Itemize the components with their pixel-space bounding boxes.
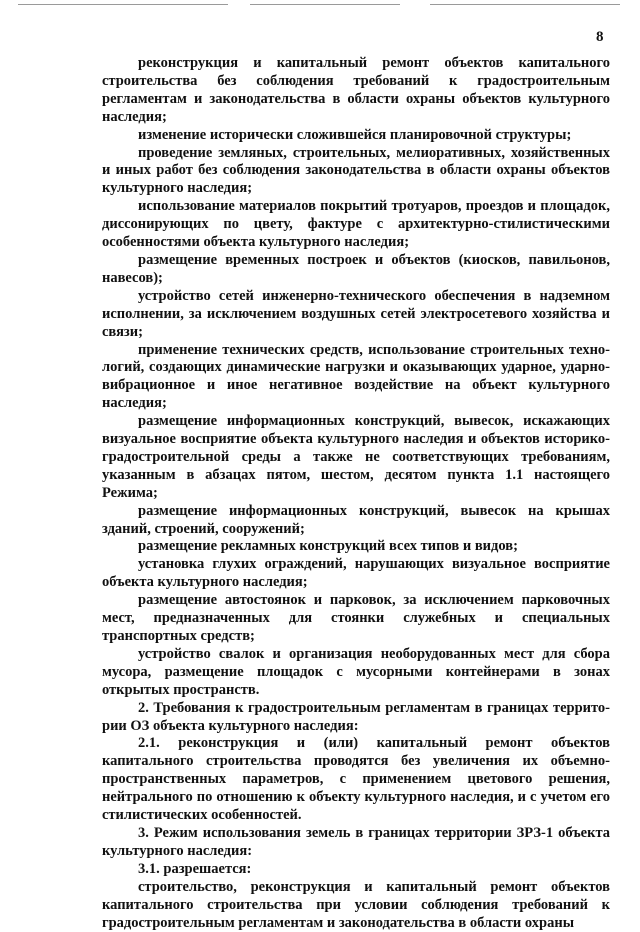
- scan-line: [250, 4, 400, 5]
- section-heading: 3. Режим использования земель в границах территории ЗРЗ-1 объекта культурного наследия:: [102, 824, 610, 859]
- paragraph: устройство сетей инженерно-технического обеспечения в надземном исполнении, за исключением воздушных сетей электросетевого хозяйства и связи;: [102, 287, 610, 340]
- paragraph: размещение информационных конструкций, вывесок на крышах зданий, строений, сооружений;: [102, 502, 610, 537]
- paragraph: изменение исторически сложившейся планировочной структуры;: [138, 126, 572, 143]
- paragraph: использование материалов покрытий тротуаров, проездов и площадок, диссонирующих по цвету, фактуре с архитектурно-стилистическими особенностями объекта культурного наследия;: [102, 198, 610, 251]
- paragraph: применение технических средств, использование строительных техно-логий, создающих динамические нагрузки и оказывающих ударное, ударно-вибрационное и иное негативное воздействие на объект культурного наследия;: [102, 341, 610, 412]
- paragraph: размещение информационных конструкций, вывесок, искажающих визуальное восприятие объекта культурного наследия и объектов историко-градостроительной среды а также не соответствующих требованиям, указанным в абзацах пятом, шестом, десятом пункта 1.1 настоящего Режима;: [102, 413, 610, 501]
- scan-edge-lines: [0, 4, 640, 8]
- paragraph: строительство, реконструкция и капитальный ремонт объектов капитального строительства при условии соблюдения требований к градостроительным регламентам и законодательства в области охраны: [102, 878, 610, 931]
- paragraph: установка глухих ограждений, нарушающих визуальное восприятие объекта культурного наследия;: [102, 556, 610, 591]
- section-heading: 2. Требования к градостроительным регламентам в границах террито-рии ОЗ объекта культурного наследия:: [102, 699, 610, 734]
- scan-line: [18, 4, 228, 5]
- paragraph: устройство свалок и организация необорудованных мест для сбора мусора, размещение площадок с мусорными контейнерами в зонах открытых пространств.: [102, 645, 610, 698]
- paragraph: проведение земляных, строительных, мелиоративных, хозяйственных и иных работ без соблюдения законодательства в области охраны объектов культурного наследия;: [102, 144, 610, 197]
- paragraph: размещение временных построек и объектов (киосков, павильонов, навесов);: [102, 251, 610, 286]
- scan-line: [430, 4, 620, 5]
- subsection-heading: 3.1. разрешается:: [138, 860, 252, 877]
- document-body: [102, 55, 610, 932]
- paragraph: размещение рекламных конструкций всех типов и видов;: [138, 538, 518, 555]
- paragraph: реконструкция и капитальный ремонт объектов капитального строительства без соблюдения требований к градостроительным регламентам и законодательства в области охраны объектов культурного наследия;: [102, 55, 610, 125]
- page-number: 8: [596, 29, 604, 45]
- paragraph: 2.1. реконструкция и (или) капитальный ремонт объектов капитального строительства проводятся без увеличения их объемно-пространственных параметров, с применением цветового решения, нейтрального по отношению к объекту культурного наследия, и с учетом его стилистических особенностей.: [102, 735, 610, 824]
- paragraph: размещение автостоянок и парковок, за исключением парковочных мест, предназначенных для стоянки служебных и специальных транспортных средств;: [102, 592, 610, 644]
